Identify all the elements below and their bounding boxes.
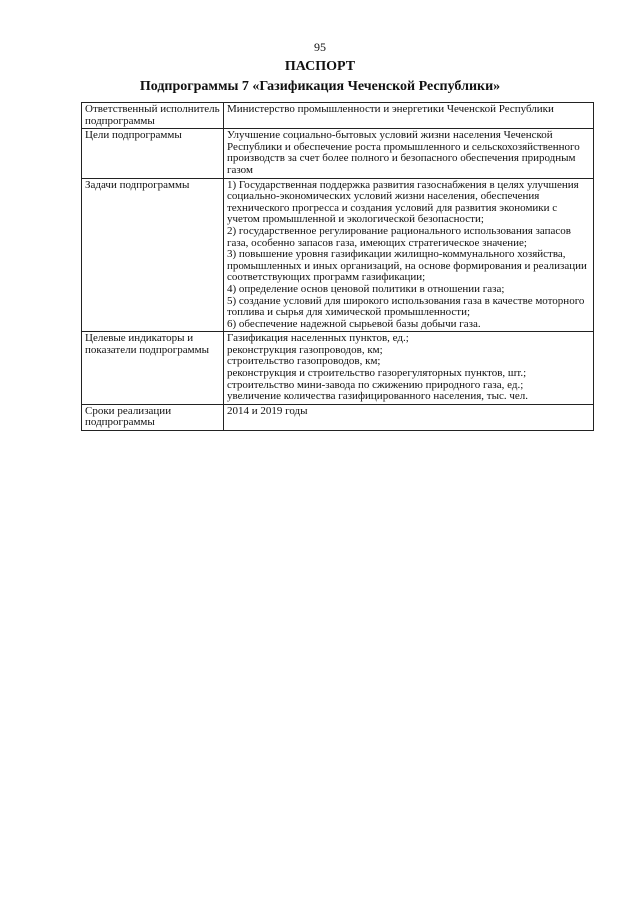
indicator-item: реконструкция и строительство газорегуляторных пунктов, шт.; [227,367,527,380]
document-title: ПАСПОРТ [284,59,356,74]
table-row-indicators [82,332,594,405]
row-value-indicators [224,332,594,405]
task-item: 5) создание условий для широкого использования газа в качестве моторного топлива и сырья для химической промышленности; [227,294,585,319]
table-row-timeline [82,404,594,430]
table-row-tasks [82,178,594,332]
task-item: 6) обеспечение надежной сырьевой базы добычи газа. [227,317,481,330]
goals-text: Улучшение социально-бытовых условий жизни населения Чеченской Республики и обеспечение роста промышленного и сельскохозяйственного производств за счет более полного и безопасного обеспечения природным газом [227,129,580,176]
row-label-goals: Цели подпрограммы [82,129,224,178]
document-subtitle: Подпрограммы 7 «Газификация Чеченской Республики» [139,79,501,94]
row-label-indicators: Целевые индикаторы и показатели подпрограммы [82,332,224,405]
table-row-responsible [82,103,594,129]
row-value-timeline [224,404,594,430]
row-label-tasks: Задачи подпрограммы [82,178,224,332]
indicator-item: строительство мини-завода по сжижению природного газа, ед.; [227,378,524,391]
row-value-goals [224,129,594,178]
timeline-text: 2014 и 2019 годы [227,404,308,417]
task-item: 1) Государственная поддержка развития газоснабжения в целях улучшения социально-экономических условий жизни населения, обеспечения технического прогресса и создания условий для развития экономики с учетом промышленной и экологической безопасности; [227,178,579,226]
indicator-item: увеличение количества газифицированного населения, тыс. чел. [227,390,528,403]
row-value-responsible [224,103,594,129]
task-item: 4) определение основ ценовой политики в отношении газа; [227,282,505,295]
row-value-tasks [224,178,594,332]
page-number: 95 [314,40,326,54]
passport-table [81,102,594,431]
indicator-item: реконструкция газопроводов, км; [227,343,383,356]
row-label-responsible: Ответственный исполнитель подпрограммы [82,103,224,129]
indicator-item: строительство газопроводов, км; [227,355,381,368]
task-item: 2) государственное регулирование рационального использования запасов газа, особенно запасов газа, имеющих стратегическое значение; [227,224,571,249]
indicator-item: Газификация населенных пунктов, ед.; [227,332,409,345]
table-row-goals [82,129,594,178]
responsible-executor-text: Министерство промышленности и энергетики Чеченской Республики [227,103,554,115]
row-label-timeline: Сроки реализации подпрограммы [82,404,224,430]
task-item: 3) повышение уровня газификации жилищно-коммунального хозяйства, промышленных и иных организаций, на основе формирования и реализации соответствующих программ газификации; [227,248,587,284]
